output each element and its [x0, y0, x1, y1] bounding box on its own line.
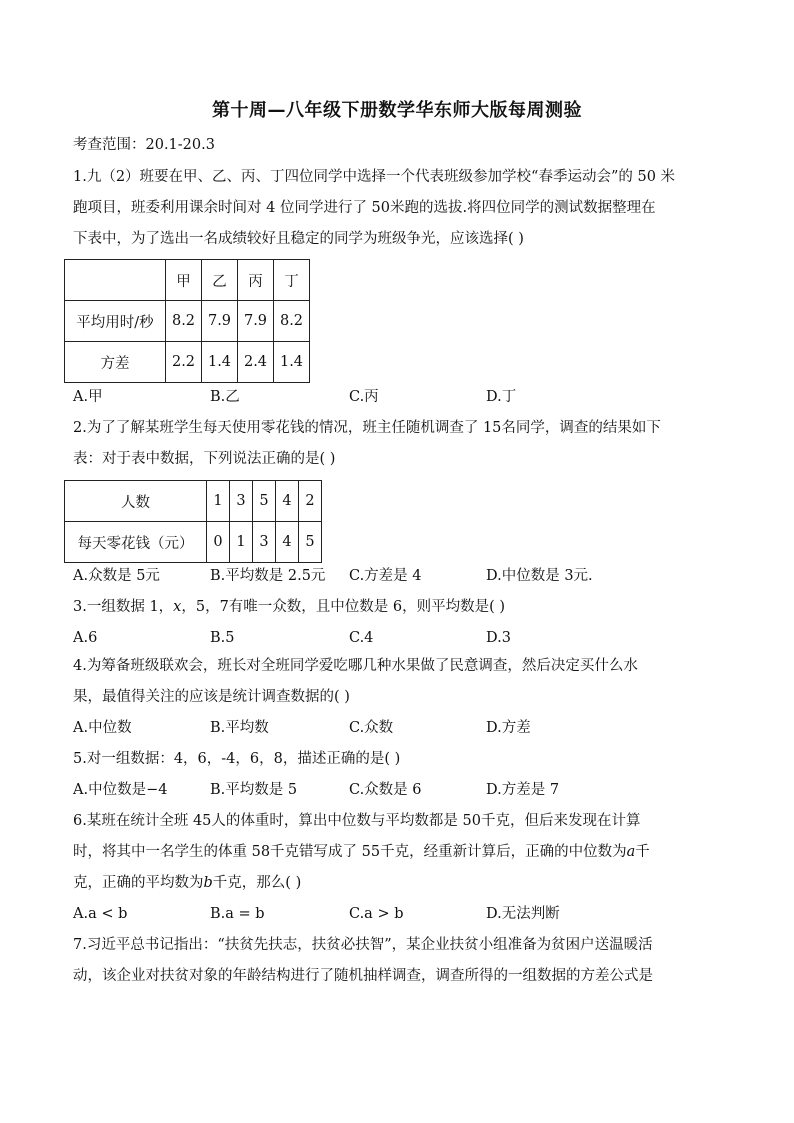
table-cell: 1	[230, 522, 253, 563]
q4-options	[73, 718, 733, 738]
q2-text-line-2: 表：对于表中数据，下列说法正确的是( )	[73, 451, 336, 467]
q2-option-d: D.中位数是 3元.	[486, 568, 593, 584]
q2-option-a: A.众数是 5元	[73, 568, 160, 584]
table-row	[65, 342, 310, 383]
q6-option-a: A.a < b	[73, 906, 128, 922]
q2-options	[73, 566, 733, 586]
table-cell: 0	[207, 522, 230, 563]
q6-option-b: B.a = b	[210, 906, 265, 922]
table-cell: 2.4	[238, 342, 274, 383]
table-cell: 7.9	[202, 301, 238, 342]
table-cell: 甲	[166, 260, 202, 301]
table-cell: 人数	[65, 481, 207, 522]
q7-text-line-1: 7.习近平总书记指出：“扶贫先扶志，扶贫必扶智”，某企业扶贫小组准备为贫困户送温暖活	[73, 937, 653, 953]
q3-option-b: B.5	[210, 630, 235, 646]
q6-text-part: 时，将其中一名学生的体重 58千克错写成了 55千克，经重新计算后，正确的中位数为	[73, 844, 627, 860]
q2-option-c: C.方差是 4	[349, 568, 422, 584]
table-cell: 7.9	[238, 301, 274, 342]
table-cell: 4	[276, 481, 299, 522]
table-cell: 1.4	[274, 342, 310, 383]
table-cell: 乙	[202, 260, 238, 301]
table-cell: 3	[253, 522, 276, 563]
table-cell: 丁	[274, 260, 310, 301]
q7-text-line-2: 动，该企业对扶贫对象的年龄结构进行了随机抽样调查，调查所得的一组数据的方差公式是	[73, 968, 653, 984]
q1-text-line-1: 1.九（2）班要在甲、乙、丙、丁四位同学中选择一个代表班级参加学校“春季运动会”的 50 米	[73, 169, 676, 185]
q6-text-part: 克，正确的平均数为	[73, 875, 204, 891]
q1-option-a: A.甲	[73, 389, 103, 405]
table-cell: 1	[207, 481, 230, 522]
q6-variable-a: a	[626, 844, 636, 860]
q1-options	[73, 387, 733, 407]
q5-options	[73, 780, 733, 800]
page-title: 第十周—八年级下册数学华东师大版每周测验	[212, 100, 582, 121]
table-cell: 丙	[238, 260, 274, 301]
exam-scope: 考查范围：20.1-20.3	[73, 137, 215, 153]
q6-text-part: 千克，那么( )	[212, 875, 302, 891]
q5-option-a: A.中位数是−4	[73, 782, 168, 798]
table-cell: 8.2	[274, 301, 310, 342]
q4-text-line-1: 4.为筹备班级联欢会，班长对全班同学爱吃哪几种水果做了民意调查，然后决定买什么水	[73, 658, 638, 674]
table-cell: 5	[299, 522, 322, 563]
q3-option-c: C.4	[349, 630, 374, 646]
q6-text-part: 千	[635, 844, 650, 860]
q4-option-b: B.平均数	[210, 720, 269, 736]
q4-option-a: A.中位数	[73, 720, 132, 736]
q6-options	[73, 904, 733, 924]
table-row	[65, 301, 310, 342]
q5-option-c: C.众数是 6	[349, 782, 422, 798]
table-cell: 方差	[65, 342, 166, 383]
q1-table	[64, 259, 310, 383]
q5-text: 5.对一组数据：4，6，-4，6，8，描述正确的是( )	[73, 751, 401, 767]
q3-variable-x: x	[173, 599, 182, 615]
table-cell: 每天零花钱（元）	[65, 522, 207, 563]
table-cell: 平均用时/秒	[65, 301, 166, 342]
q6-text-line-1: 6.某班在统计全班 45人的体重时，算出中位数与平均数都是 50千克，但后来发现在计算	[73, 813, 641, 829]
q2-text-line-1: 2.为了了解某班学生每天使用零花钱的情况，班主任随机调查了 15名同学，调查的结果如下	[73, 420, 661, 436]
q1-option-b: B.乙	[210, 389, 240, 405]
q2-table	[64, 480, 322, 563]
q6-variable-b: b	[203, 875, 213, 891]
table-cell: 4	[276, 522, 299, 563]
q6-option-c: C.a > b	[349, 906, 404, 922]
table-row	[65, 260, 310, 301]
q6-text-line-2	[73, 842, 650, 862]
q5-option-b: B.平均数是 5	[210, 782, 298, 798]
table-cell: 8.2	[166, 301, 202, 342]
q3-options	[73, 628, 733, 648]
q5-option-d: D.方差是 7	[486, 782, 560, 798]
table-cell: 3	[230, 481, 253, 522]
q2-option-b: B.平均数是 2.5元	[210, 568, 326, 584]
table-cell: 5	[253, 481, 276, 522]
table-cell: 1.4	[202, 342, 238, 383]
q3-option-d: D.3	[486, 630, 511, 646]
table-cell: 2.2	[166, 342, 202, 383]
q1-text-line-3: 下表中，为了选出一名成绩较好且稳定的同学为班级争光，应该选择( )	[73, 231, 524, 247]
q1-option-d: D.丁	[486, 389, 517, 405]
q3-text-part: ，5，7有唯一众数，且中位数是 6，则平均数是( )	[181, 599, 506, 615]
q4-option-d: D.方差	[486, 720, 531, 736]
q3-text-part: 3.一组数据 1，	[73, 599, 174, 615]
q1-text-line-2: 跑项目，班委利用课余时间对 4 位同学进行了 50米跑的选拔.将四位同学的测试数据整理在	[73, 200, 656, 216]
q4-text-line-2: 果，最值得关注的应该是统计调查数据的( )	[73, 689, 350, 705]
q1-option-c: C.丙	[349, 389, 379, 405]
table-cell: 2	[299, 481, 322, 522]
q4-option-c: C.众数	[349, 720, 394, 736]
q3-option-a: A.6	[73, 630, 98, 646]
q6-option-d: D.无法判断	[486, 906, 560, 922]
table-cell	[65, 260, 166, 301]
q3-text	[73, 597, 505, 617]
table-row	[65, 481, 322, 522]
table-row	[65, 522, 322, 563]
q6-text-line-3	[73, 873, 301, 893]
